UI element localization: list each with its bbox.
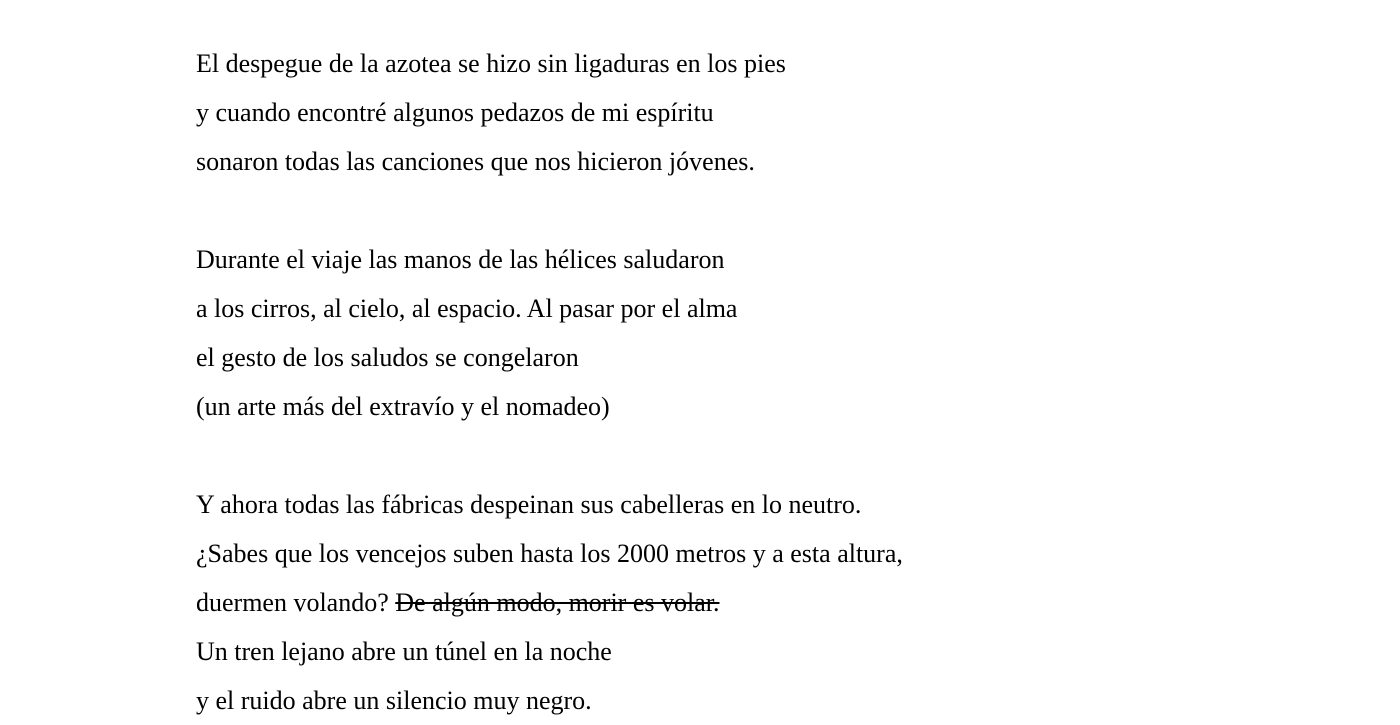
poem-line: Un tren lejano abre un túnel en la noche xyxy=(196,637,612,666)
stanza-break xyxy=(196,186,903,235)
poem-line: Y ahora todas las fábricas despeinan sus cabelleras en lo neutro. xyxy=(196,490,862,519)
poem-line: ¿Sabes que los vencejos suben hasta los 2000 metros y a esta altura, xyxy=(196,539,903,568)
stanza-break xyxy=(196,431,903,480)
struck-through-text: De algún modo, morir es volar. xyxy=(395,588,720,617)
poem-line: y cuando encontré algunos pedazos de mi espíritu xyxy=(196,98,714,127)
poem-line: y el ruido abre un silencio muy negro. xyxy=(196,686,592,715)
poem-line: El despegue de la azotea se hizo sin ligaduras en los pies xyxy=(196,49,786,78)
poem-line: el gesto de los saludos se congelaron xyxy=(196,343,579,372)
poem-line-mixed xyxy=(196,578,903,627)
poem-text xyxy=(196,39,903,725)
poem-line: (un arte más del extravío y el nomadeo) xyxy=(196,392,610,421)
poem-line-plain-part: duermen volando? xyxy=(196,588,396,617)
poem-line: a los cirros, al cielo, al espacio. Al pasar por el alma xyxy=(196,294,738,323)
poem-line: Durante el viaje las manos de las hélices saludaron xyxy=(196,245,725,274)
poem-line: sonaron todas las canciones que nos hicieron jóvenes. xyxy=(196,147,755,176)
